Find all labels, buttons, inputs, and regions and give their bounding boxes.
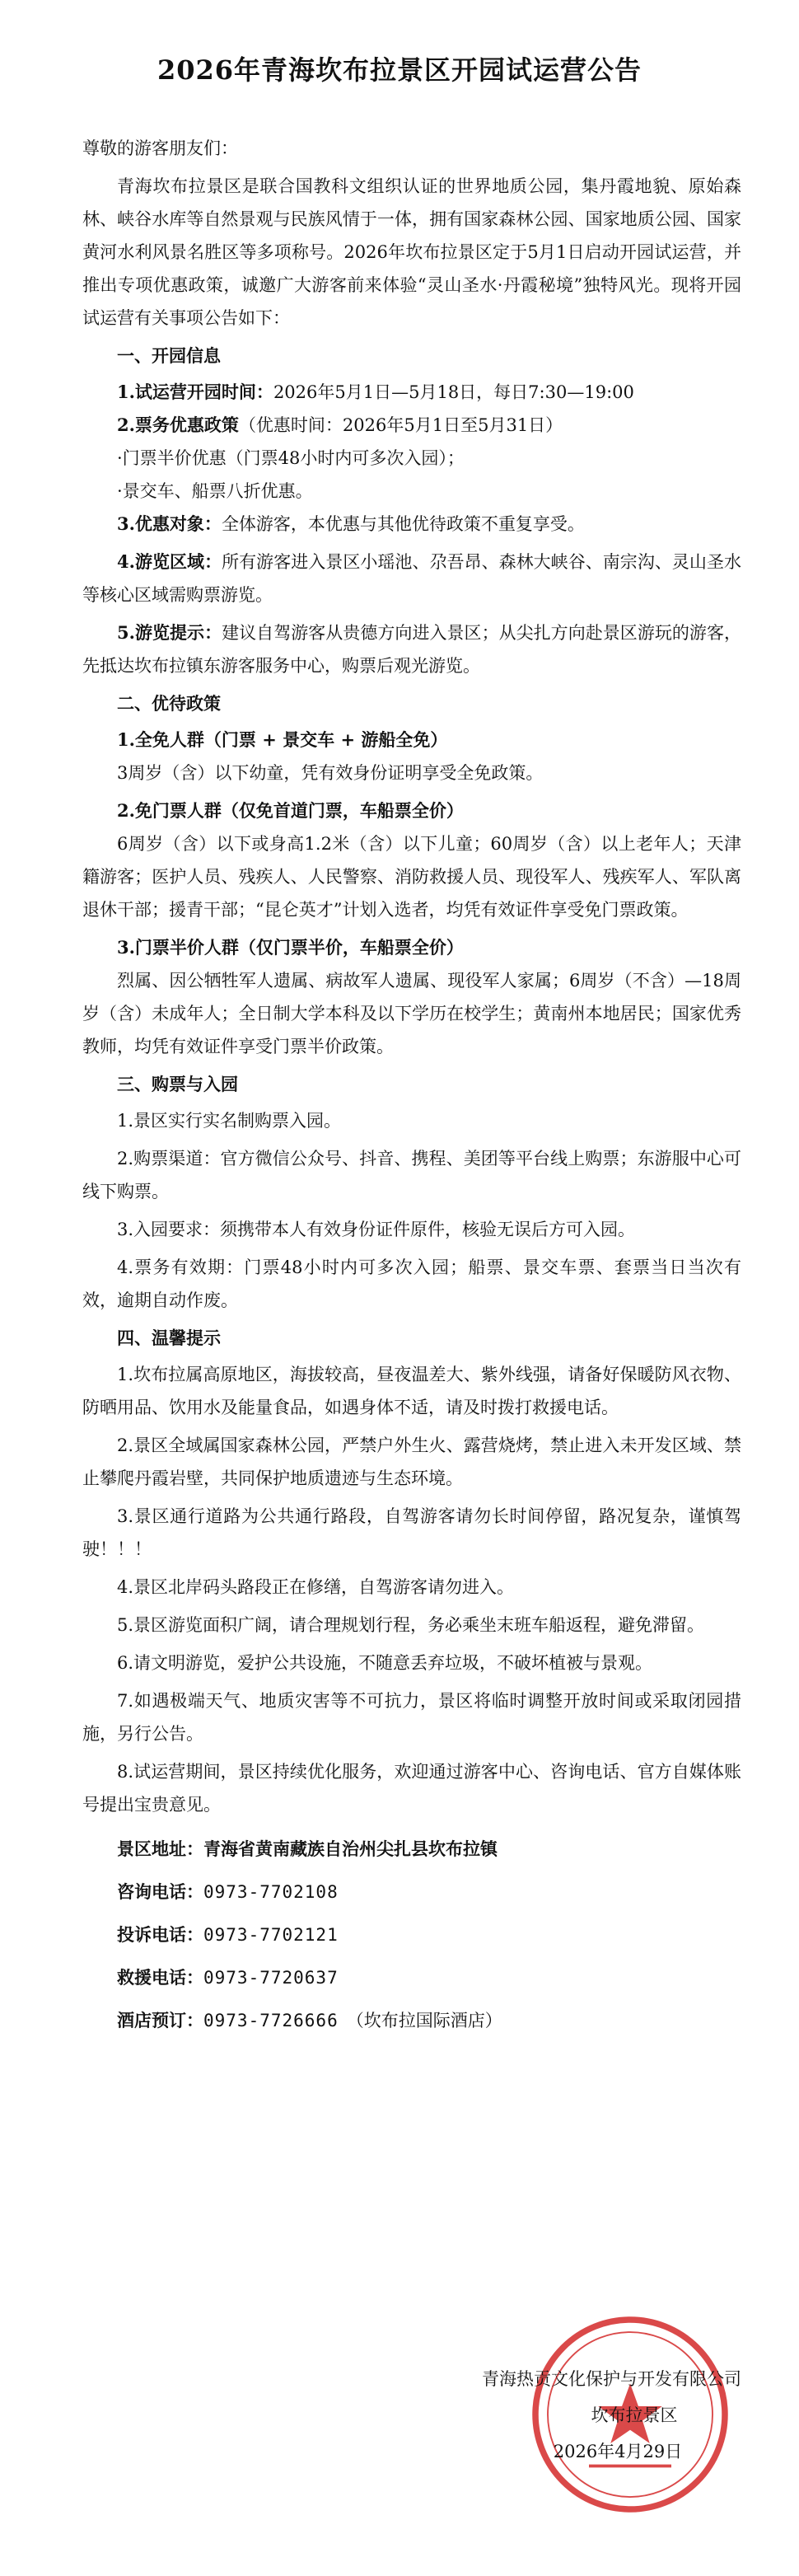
page-title: 2026年青海坎布拉景区开园试运营公告 [157,54,642,86]
tour-area-value: 所有游客进入景区小瑶池、尕吾昂、森林大峡谷、南宗沟、灵山圣水等核心区域需购票游览。 [82,552,741,605]
address-value: 青海省黄南藏族自治州尖扎县坎布拉镇 [203,1838,498,1859]
hotel-phone-value: 0973-7726666 [203,2011,339,2030]
rescue-phone-label: 救援电话： [117,1967,203,1988]
ticketing-item: 3.入园要求：须携带本人有效身份证件原件，核验无误后方可入园。 [117,1220,636,1239]
tip-item: 5.景区游览面积广阔，请合理规划行程，务必乘坐末班车船返程，避免滞留。 [117,1615,705,1635]
ticket-discount-label: 2.票务优惠政策 [117,415,239,435]
hotel-name-note: （坎布拉国际酒店） [346,2011,502,2030]
ticket-discount-period: （优惠时间：2026年5月1日至5月31日） [238,415,563,435]
tour-tips-value: 建议自驾游客从贵德方向进入景区；从尖扎方向赴景区游玩的游客，先抵达坎布拉镇东游客服务中心，购票后观光游览。 [82,623,741,676]
half-price-group-heading: 3.门票半价人群（仅门票半价，车船票全价） [117,937,464,958]
tour-area-item [82,546,741,611]
tip-item: 8.试运营期间，景区持续优化服务，欢迎通过游客中心、咨询电话、官方自媒体账号提出宝贵意见。 [82,1762,741,1815]
discount-target-item [82,508,741,541]
complaint-phone-value: 0973-7702121 [203,1925,339,1945]
address-line [82,1828,741,1871]
tip-item: 4.景区北岸码头路段正在修缮，自驾游客请勿进入。 [117,1577,515,1597]
announcement-body [82,132,741,2042]
section-heading-ticketing: 三、购票与入园 [117,1074,238,1094]
intro-paragraph: 青海坎布拉景区是联合国教科文组织认证的世界地质公园，集丹霞地貌、原始森林、峡谷水库等自然景观与民族风情于一体，拥有国家森林公园、国家地质公园、国家黄河水利风景名胜区等多项称号。2026年坎布拉景区定于5月1日启动开园试运营，并推出专项优惠政策，诚邀广大游客前来体验“灵山圣水·丹霞秘境”独特风光。现将开园试运营有关事项公告如下： [82,176,741,328]
signature-date: 2026年4月29日 [553,2442,683,2461]
opening-time-label: 1.试运营开园时间： [117,382,273,402]
opening-time-value: 2026年5月1日—5月18日，每日7:30—19:00 [273,382,634,402]
section-heading-preferential: 二、优待政策 [117,693,221,714]
section-heading-opening-info: 一、开园信息 [117,345,221,366]
tip-item: 1.坎布拉属高原地区，海拔较高，昼夜温差大、紫外线强，请备好保暖防风衣物、防晒用品、饮用水及能量食品，如遇身体不适，请及时拨打救援电话。 [82,1365,741,1417]
tip-item: 2.景区全域属国家森林公园，严禁户外生火、露营烧烤，禁止进入未开发区域、禁止攀爬丹霞岩壁，共同保护地质遗迹与生态环境。 [82,1436,741,1488]
ticket-free-group-text: 6周岁（含）以下或身高1.2米（含）以下儿童；60周岁（含）以上老年人；天津籍游客；医护人员、残疾人、人民警察、消防救援人员、现役军人、残疾军人、军队离退休干部；援青干部；“昆仑英才”计划入选者，均凭有效证件享受免门票政策。 [82,834,741,920]
address-label: 景区地址： [117,1838,203,1859]
greeting: 尊敬的游客朋友们： [82,138,238,158]
ticketing-item: 1.景区实行实名制购票入园。 [117,1111,342,1131]
tip-item: 3.景区通行道路为公共通行路段，自驾游客请勿长时间停留，路况复杂，谨慎驾驶！！！ [82,1506,741,1559]
signature-block [395,2361,741,2470]
ticketing-item: 4.票务有效期：门票48小时内可多次入园；船票、景交车票、套票当日当次有效，逾期自动作废。 [82,1258,741,1310]
tip-item: 7.如遇极端天气、地质灾害等不可抗力，景区将临时调整开放时间或采取闭园措施，另行公告。 [82,1691,741,1744]
discount-bullet-transport: ·景交车、船票八折优惠。 [117,481,313,501]
discount-bullet-ticket: ·门票半价优惠（门票48小时内可多次入园）； [117,448,465,468]
opening-time-item [82,376,741,409]
signature-unit: 坎布拉景区 [591,2405,678,2425]
signature-company: 青海热贡文化保护与开发有限公司 [482,2369,741,2389]
ticket-discount-item [82,409,741,442]
ticketing-item: 2.购票渠道：官方微信公众号、抖音、携程、美团等平台线上购票；东游服中心可线下购票。 [82,1149,741,1201]
rescue-phone-value: 0973-7720637 [203,1968,339,1988]
tour-area-label: 4.游览区域： [117,551,222,572]
free-group-text: 3周岁（含）以下幼童，凭有效身份证明享受全免政策。 [117,763,544,783]
consult-phone-label: 咨询电话： [117,1881,203,1902]
contact-block [82,1828,741,2042]
hotel-phone-line [82,1999,741,2042]
discount-target-label: 3.优惠对象： [117,513,222,534]
section-heading-tips: 四、温馨提示 [117,1328,221,1348]
complaint-phone-label: 投诉电话： [117,1924,203,1945]
consult-phone-line [82,1871,741,1913]
discount-target-value: 全体游客，本优惠与其他优待政策不重复享受。 [221,514,585,534]
complaint-phone-line [82,1913,741,1956]
tour-tips-item [82,616,741,682]
tour-tips-label: 5.游览提示： [117,622,222,643]
free-group-heading: 1.全免人群（门票 + 景交车 + 游船全免） [117,729,448,750]
half-price-group-text: 烈属、因公牺牲军人遗属、病故军人遗属、现役军人家属；6周岁（不含）—18周岁（含）未成年人；全日制大学本科及以下学历在校学生；黄南州本地居民；国家优秀教师，均凭有效证件享受门票半价政策。 [82,971,741,1056]
ticket-free-group-heading: 2.免门票人群（仅免首道门票，车船票全价） [117,800,464,821]
hotel-phone-label: 酒店预订： [117,2010,203,2030]
consult-phone-value: 0973-7702108 [203,1882,339,1902]
rescue-phone-line [82,1956,741,1999]
tip-item: 6.请文明游览，爱护公共设施，不随意丢弃垃圾，不破坏植被与景观。 [117,1653,653,1673]
